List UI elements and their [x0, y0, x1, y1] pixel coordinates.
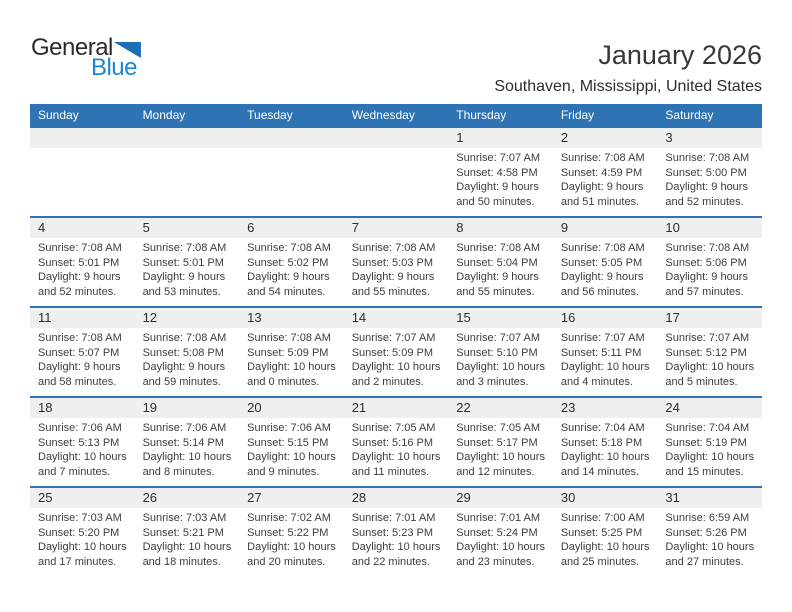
day-cell — [344, 128, 449, 216]
sunrise-text: Sunrise: 7:08 AM — [456, 242, 541, 254]
sunset-text: Sunset: 5:08 PM — [142, 346, 224, 359]
calendar-table — [30, 104, 762, 576]
daylight-text: Daylight: 10 hours and 9 minutes. — [247, 451, 336, 478]
day-cell — [135, 128, 240, 216]
day-cell — [344, 398, 449, 486]
day-cell — [30, 308, 135, 396]
day-cell — [135, 488, 240, 576]
sunrise-text: Sunrise: 7:08 AM — [142, 332, 227, 344]
daylight-text: Daylight: 10 hours and 12 minutes. — [456, 451, 545, 478]
day-number: 22 — [456, 400, 471, 415]
sunrise-text: Sunrise: 7:07 AM — [560, 332, 645, 344]
sunrise-text: Sunrise: 7:06 AM — [247, 422, 331, 434]
daylight-text: Daylight: 9 hours and 51 minutes. — [560, 181, 644, 208]
week-row — [30, 306, 762, 396]
sunrise-text: Sunrise: 7:08 AM — [351, 242, 436, 254]
page-subtitle: Southaven, Mississippi, United States — [494, 78, 762, 95]
day-number: 23 — [560, 400, 576, 415]
daylight-text: Daylight: 10 hours and 3 minutes. — [456, 361, 545, 388]
weekday-header-row — [30, 104, 762, 126]
sunset-text: Sunset: 4:59 PM — [560, 166, 643, 179]
day-number: 1 — [456, 130, 464, 145]
sunrise-text: Sunrise: 7:01 AM — [456, 512, 541, 524]
daylight-text: Daylight: 10 hours and 18 minutes. — [142, 541, 232, 568]
daylight-text: Daylight: 10 hours and 22 minutes. — [351, 541, 441, 568]
daylight-text: Daylight: 10 hours and 14 minutes. — [560, 451, 650, 478]
title-block — [494, 40, 762, 96]
weekday-header-saturday: Saturday — [665, 108, 714, 122]
week-row — [30, 396, 762, 486]
sunset-text: Sunset: 5:22 PM — [247, 526, 329, 539]
day-cell — [135, 308, 240, 396]
daylight-text: Daylight: 10 hours and 11 minutes. — [351, 451, 441, 478]
day-cell — [448, 308, 553, 396]
week-row — [30, 216, 762, 306]
daylight-text: Daylight: 10 hours and 17 minutes. — [38, 541, 127, 568]
day-cell — [657, 218, 762, 306]
sunrise-text: Sunrise: 7:06 AM — [38, 422, 122, 434]
day-number: 10 — [665, 220, 680, 235]
week-row — [30, 126, 762, 216]
sunset-text: Sunset: 5:11 PM — [560, 346, 642, 359]
sunset-text: Sunset: 5:15 PM — [247, 436, 329, 449]
sunset-text: Sunset: 5:01 PM — [38, 256, 120, 269]
day-cell — [657, 398, 762, 486]
daylight-text: Daylight: 9 hours and 55 minutes. — [456, 271, 539, 298]
day-cell — [553, 128, 658, 216]
sunrise-text: Sunrise: 7:08 AM — [38, 332, 122, 344]
sunrise-text: Sunrise: 7:08 AM — [665, 242, 750, 254]
daylight-text: Daylight: 9 hours and 50 minutes. — [456, 181, 539, 208]
day-number: 5 — [142, 220, 150, 235]
day-number: 7 — [351, 220, 359, 235]
sunset-text: Sunset: 5:10 PM — [456, 346, 538, 359]
sunrise-text: Sunrise: 7:08 AM — [665, 152, 750, 164]
day-number — [352, 128, 445, 148]
sunrise-text: Sunrise: 7:06 AM — [142, 422, 227, 434]
day-number: 2 — [560, 130, 569, 145]
day-cell — [448, 218, 553, 306]
sunrise-text: Sunrise: 7:08 AM — [247, 242, 331, 254]
page-title: January 2026 — [598, 40, 762, 70]
daylight-text: Daylight: 10 hours and 27 minutes. — [665, 541, 755, 568]
day-cell — [30, 488, 135, 576]
week-row — [30, 486, 762, 576]
weekday-header-friday: Friday — [560, 108, 595, 122]
sunrise-text: Sunrise: 7:05 AM — [351, 422, 436, 434]
sunset-text: Sunset: 5:19 PM — [665, 436, 747, 449]
day-cell — [657, 308, 762, 396]
sunset-text: Sunset: 5:25 PM — [560, 526, 643, 539]
sunset-text: Sunset: 5:04 PM — [456, 256, 538, 269]
sunset-text: Sunset: 5:23 PM — [351, 526, 434, 539]
sunset-text: Sunset: 5:17 PM — [456, 436, 538, 449]
calendar-weeks — [30, 126, 762, 576]
day-number: 30 — [560, 490, 576, 505]
sunrise-text: Sunrise: 7:07 AM — [665, 332, 750, 344]
sunset-text: Sunset: 5:24 PM — [456, 526, 538, 539]
daylight-text: Daylight: 10 hours and 0 minutes. — [247, 361, 336, 388]
day-number: 31 — [665, 490, 680, 505]
day-number: 12 — [142, 310, 158, 325]
daylight-text: Daylight: 10 hours and 23 minutes. — [456, 541, 545, 568]
day-number: 28 — [351, 490, 367, 505]
sunrise-text: Sunrise: 7:03 AM — [142, 512, 227, 524]
sunrise-text: Sunrise: 7:01 AM — [351, 512, 436, 524]
sunrise-text: Sunrise: 7:08 AM — [38, 242, 122, 254]
day-number: 25 — [38, 490, 53, 505]
sunset-text: Sunset: 5:18 PM — [560, 436, 643, 449]
day-cell — [239, 218, 344, 306]
day-cell — [344, 218, 449, 306]
day-number: 3 — [665, 130, 673, 145]
sunset-text: Sunset: 5:16 PM — [351, 436, 434, 449]
day-cell — [448, 488, 553, 576]
sunrise-text: Sunrise: 7:05 AM — [456, 422, 541, 434]
day-cell — [448, 128, 553, 216]
daylight-text: Daylight: 9 hours and 54 minutes. — [247, 271, 330, 298]
sunset-text: Sunset: 5:06 PM — [665, 256, 747, 269]
sunset-text: Sunset: 5:13 PM — [38, 436, 120, 449]
day-cell — [448, 398, 553, 486]
daylight-text: Daylight: 9 hours and 53 minutes. — [142, 271, 226, 298]
day-cell — [30, 128, 135, 216]
day-cell — [553, 488, 658, 576]
sunrise-text: Sunrise: 7:08 AM — [247, 332, 331, 344]
day-cell — [657, 488, 762, 576]
day-number — [247, 128, 340, 148]
daylight-text: Daylight: 9 hours and 57 minutes. — [665, 271, 748, 298]
logo-general-text: General — [31, 34, 113, 61]
general-blue-logo — [31, 34, 141, 81]
sunset-text: Sunset: 4:58 PM — [456, 166, 538, 179]
day-number: 15 — [456, 310, 471, 325]
day-cell — [30, 398, 135, 486]
day-cell — [135, 398, 240, 486]
day-cell — [30, 218, 135, 306]
sunset-text: Sunset: 5:02 PM — [247, 256, 329, 269]
day-cell — [657, 128, 762, 216]
sunset-text: Sunset: 5:03 PM — [351, 256, 434, 269]
day-number: 24 — [665, 400, 680, 415]
sunrise-text: Sunrise: 7:08 AM — [560, 152, 645, 164]
day-number: 29 — [456, 490, 471, 505]
daylight-text: Daylight: 9 hours and 59 minutes. — [142, 361, 226, 388]
day-cell — [553, 398, 658, 486]
sunrise-text: Sunrise: 7:02 AM — [247, 512, 331, 524]
sunrise-text: Sunrise: 7:07 AM — [351, 332, 436, 344]
daylight-text: Daylight: 10 hours and 7 minutes. — [38, 451, 127, 478]
daylight-text: Daylight: 10 hours and 25 minutes. — [560, 541, 650, 568]
sunset-text: Sunset: 5:26 PM — [665, 526, 747, 539]
day-cell — [239, 398, 344, 486]
day-cell — [135, 218, 240, 306]
logo-blue-text: Blue — [90, 54, 137, 81]
day-cell — [553, 218, 658, 306]
daylight-text: Daylight: 10 hours and 8 minutes. — [142, 451, 232, 478]
day-cell — [344, 488, 449, 576]
daylight-text: Daylight: 10 hours and 4 minutes. — [560, 361, 650, 388]
daylight-text: Daylight: 9 hours and 52 minutes. — [665, 181, 748, 208]
weekday-header-monday: Monday — [142, 108, 186, 122]
day-number: 11 — [38, 310, 52, 325]
day-number: 26 — [142, 490, 158, 505]
day-cell — [344, 308, 449, 396]
sunrise-text: Sunrise: 6:59 AM — [665, 512, 750, 524]
sunrise-text: Sunrise: 7:07 AM — [456, 152, 541, 164]
daylight-text: Daylight: 10 hours and 5 minutes. — [665, 361, 755, 388]
sunset-text: Sunset: 5:09 PM — [247, 346, 329, 359]
day-number: 16 — [560, 310, 576, 325]
day-number: 8 — [456, 220, 464, 235]
daylight-text: Daylight: 9 hours and 52 minutes. — [38, 271, 121, 298]
day-cell — [553, 308, 658, 396]
weekday-header-thursday: Thursday — [456, 108, 507, 122]
day-cell — [239, 128, 344, 216]
sunset-text: Sunset: 5:12 PM — [665, 346, 747, 359]
day-number: 6 — [247, 220, 255, 235]
daylight-text: Daylight: 10 hours and 15 minutes. — [665, 451, 755, 478]
day-number: 20 — [247, 400, 262, 415]
sunset-text: Sunset: 5:07 PM — [38, 346, 120, 359]
sunset-text: Sunset: 5:01 PM — [142, 256, 224, 269]
sunset-text: Sunset: 5:14 PM — [142, 436, 224, 449]
day-number — [143, 128, 236, 148]
sunset-text: Sunset: 5:00 PM — [665, 166, 747, 179]
day-number: 9 — [560, 220, 569, 235]
day-number: 4 — [38, 220, 46, 235]
sunrise-text: Sunrise: 7:08 AM — [560, 242, 645, 254]
daylight-text: Daylight: 10 hours and 20 minutes. — [247, 541, 336, 568]
day-number: 27 — [247, 490, 262, 505]
day-number: 14 — [351, 310, 367, 325]
weekday-header-tuesday: Tuesday — [247, 108, 293, 122]
daylight-text: Daylight: 9 hours and 58 minutes. — [38, 361, 121, 388]
daylight-text: Daylight: 9 hours and 55 minutes. — [351, 271, 435, 298]
sunrise-text: Sunrise: 7:00 AM — [560, 512, 645, 524]
daylight-text: Daylight: 9 hours and 56 minutes. — [560, 271, 644, 298]
sunrise-text: Sunrise: 7:04 AM — [560, 422, 645, 434]
sunrise-text: Sunrise: 7:04 AM — [665, 422, 750, 434]
day-cell — [239, 308, 344, 396]
weekday-header-wednesday: Wednesday — [351, 108, 415, 122]
day-number — [38, 128, 131, 148]
sunset-text: Sunset: 5:20 PM — [38, 526, 120, 539]
sunrise-text: Sunrise: 7:07 AM — [456, 332, 541, 344]
daylight-text: Daylight: 10 hours and 2 minutes. — [351, 361, 441, 388]
sunset-text: Sunset: 5:09 PM — [351, 346, 434, 359]
day-number: 19 — [142, 400, 158, 415]
sunrise-text: Sunrise: 7:08 AM — [142, 242, 227, 254]
sunrise-text: Sunrise: 7:03 AM — [38, 512, 122, 524]
day-number: 21 — [351, 400, 367, 415]
day-number: 17 — [665, 310, 680, 325]
sunset-text: Sunset: 5:21 PM — [142, 526, 224, 539]
sunset-text: Sunset: 5:05 PM — [560, 256, 643, 269]
day-number: 18 — [38, 400, 53, 415]
weekday-header-sunday: Sunday — [38, 108, 79, 122]
day-cell — [239, 488, 344, 576]
day-number: 13 — [247, 310, 262, 325]
